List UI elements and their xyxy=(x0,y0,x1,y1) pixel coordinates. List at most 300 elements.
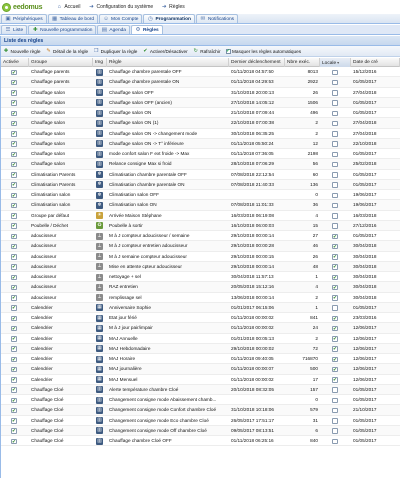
programming-icon: ◷ xyxy=(148,16,153,22)
last-trigger-cell: 28/10/2018 07:06:29 xyxy=(231,161,275,167)
table-row[interactable] xyxy=(1,180,400,190)
group-cell: Calendrier xyxy=(31,325,53,331)
heating-icon: ▥ xyxy=(97,406,102,413)
active-checkbox[interactable] xyxy=(11,398,17,404)
active-checkbox[interactable] xyxy=(11,377,17,383)
nb-exec-cell: 8013 xyxy=(307,69,318,74)
active-checkbox[interactable] xyxy=(11,387,17,393)
created-date-cell: 30/04/2018 xyxy=(353,294,377,300)
table-row[interactable] xyxy=(1,426,400,436)
heating-icon: ▥ xyxy=(97,130,102,136)
local-checkbox[interactable] xyxy=(332,367,338,373)
active-checkbox[interactable] xyxy=(11,121,17,127)
nb-exec-cell: 716870 xyxy=(302,356,318,361)
img-cell xyxy=(93,293,107,303)
created-date-cell: 01/05/2017 xyxy=(353,79,377,85)
img-cell xyxy=(93,416,107,426)
rule-name-cell: Climatisation salon ON xyxy=(109,202,157,208)
rule-name-cell: Alerte température chambre Cloé xyxy=(109,386,179,392)
table-row[interactable] xyxy=(1,252,400,262)
last-trigger-cell: 01/11/2018 04:57:50 xyxy=(231,69,274,74)
heating-icon: ▥ xyxy=(97,396,102,403)
active-cell xyxy=(1,385,29,395)
active-checkbox[interactable] xyxy=(11,295,17,301)
active-cell xyxy=(1,77,29,87)
local-checkbox[interactable] xyxy=(332,152,338,158)
active-cell xyxy=(1,139,29,149)
local-checkbox[interactable] xyxy=(332,80,338,86)
nb-exec-cell: 15 xyxy=(312,222,318,228)
created-date-cell: 01/05/2017 xyxy=(353,386,377,392)
active-checkbox[interactable] xyxy=(11,70,17,76)
active-checkbox[interactable] xyxy=(11,172,17,178)
nb-exec-cell: 46 xyxy=(312,243,318,249)
group-cell: Calendrier xyxy=(31,366,53,372)
sort-dropdown-icon[interactable]: ▾ xyxy=(337,60,340,65)
local-checkbox[interactable] xyxy=(332,357,338,363)
group-cell: Calendrier xyxy=(31,335,53,341)
heating-icon: ▥ xyxy=(97,119,102,126)
rule-name-cell: MAJ Annuelle xyxy=(109,335,138,341)
active-checkbox[interactable] xyxy=(11,367,17,373)
refresh-button[interactable] xyxy=(192,48,222,54)
table-row[interactable] xyxy=(1,149,400,159)
local-cell xyxy=(320,313,351,323)
logo[interactable] xyxy=(2,3,42,12)
softener-icon: ⟂ xyxy=(97,294,102,300)
created-date-cell: 30/04/2018 xyxy=(353,263,377,269)
active-cell xyxy=(1,190,29,200)
table-row[interactable] xyxy=(1,405,400,415)
toggle-rule-button[interactable] xyxy=(141,48,188,54)
local-cell xyxy=(320,231,351,241)
subtab-regles[interactable] xyxy=(131,25,163,34)
group-cell: Groupe par défaut xyxy=(31,212,70,218)
local-checkbox[interactable] xyxy=(332,254,338,260)
rule-name-cell: Chauffage salon ON -> changement mode xyxy=(109,130,198,136)
img-cell xyxy=(93,344,107,354)
last-trigger-cell: 01/11/2018 04:29:53 xyxy=(231,79,274,85)
heating-icon: ▥ xyxy=(97,99,102,106)
local-checkbox[interactable] xyxy=(332,111,338,117)
active-checkbox[interactable] xyxy=(11,357,17,363)
local-checkbox[interactable] xyxy=(332,70,338,76)
account-icon: ☺ xyxy=(103,16,109,22)
active-cell xyxy=(1,354,29,364)
group-cell: Chauffage salon xyxy=(31,99,66,105)
table-row[interactable] xyxy=(1,375,400,385)
local-checkbox[interactable] xyxy=(332,346,338,352)
active-cell xyxy=(1,159,29,169)
table-row[interactable] xyxy=(1,159,400,169)
created-date-cell: 01/05/2017 xyxy=(353,110,377,115)
table-row[interactable] xyxy=(1,282,400,292)
table-row[interactable] xyxy=(1,231,400,241)
active-checkbox[interactable] xyxy=(11,254,17,260)
created-date-cell: 01/05/2017 xyxy=(353,427,377,433)
climate-icon: ❄ xyxy=(97,191,102,198)
local-cell xyxy=(320,416,351,426)
created-date-cell: 30/04/2018 xyxy=(353,274,377,279)
table-row[interactable] xyxy=(1,354,400,364)
hide-auto-rules-checkbox[interactable] xyxy=(225,49,303,54)
table-row[interactable] xyxy=(1,293,400,303)
active-cell xyxy=(1,282,29,292)
table-row[interactable] xyxy=(1,416,400,426)
last-trigger-cell: 27/10/2018 14:05:12 xyxy=(231,99,275,105)
last-trigger-cell: 20/05/2018 15:12:16 xyxy=(231,284,275,290)
local-checkbox[interactable] xyxy=(332,223,338,229)
grid-header xyxy=(1,58,400,67)
table-row[interactable] xyxy=(1,200,400,210)
group-cell: Climatisation salon xyxy=(31,192,71,197)
tab-label: Programmation xyxy=(155,16,191,22)
heating-icon: ▥ xyxy=(97,160,102,167)
img-cell xyxy=(93,190,107,200)
local-checkbox[interactable] xyxy=(332,377,338,383)
table-row[interactable] xyxy=(1,88,400,98)
col-header-group[interactable]: Groupe xyxy=(29,58,93,67)
local-checkbox[interactable] xyxy=(332,408,338,414)
active-checkbox[interactable] xyxy=(11,193,17,199)
tab-programmation[interactable] xyxy=(143,14,194,23)
tab-mon-compte[interactable] xyxy=(99,14,142,23)
local-checkbox[interactable] xyxy=(332,398,338,404)
created-date-cell: 01/05/2017 xyxy=(353,151,377,156)
softener-icon: ⟂ xyxy=(97,242,102,249)
local-checkbox[interactable] xyxy=(332,305,338,311)
local-checkbox[interactable] xyxy=(332,439,338,445)
last-trigger-cell: 07/08/2018 11:01:33 xyxy=(231,202,274,208)
table-row[interactable] xyxy=(1,108,400,118)
active-checkbox[interactable] xyxy=(11,80,17,86)
nb-exec-cell: 27 xyxy=(312,233,318,238)
active-checkbox[interactable] xyxy=(11,100,17,106)
img-cell xyxy=(93,395,107,405)
duplicate-rule-label: Dupliquer la règle xyxy=(100,48,138,54)
sub-tab-bar xyxy=(0,25,400,35)
table-row[interactable] xyxy=(1,67,400,77)
local-cell xyxy=(320,221,351,231)
group-cell: Calendrier xyxy=(31,345,53,351)
local-checkbox[interactable] xyxy=(332,316,338,322)
col-header-rule[interactable]: Règle xyxy=(107,58,229,67)
active-checkbox[interactable] xyxy=(11,182,17,188)
active-checkbox[interactable] xyxy=(11,223,17,229)
local-cell xyxy=(320,395,351,405)
local-checkbox[interactable] xyxy=(332,141,338,147)
subtab-liste[interactable] xyxy=(1,25,27,34)
active-checkbox[interactable] xyxy=(11,336,17,342)
local-cell xyxy=(320,344,351,354)
heating-icon: ▥ xyxy=(97,89,102,95)
nb-exec-cell: 840 xyxy=(310,438,318,443)
active-checkbox[interactable] xyxy=(11,439,17,445)
local-checkbox[interactable] xyxy=(332,131,338,137)
rule-name-cell: Chauffage salon OFF xyxy=(109,89,154,95)
col-header-last-trigger[interactable]: Dernier déclenchement xyxy=(229,58,285,67)
toggle-rule-label: Activer/Désactiver xyxy=(149,48,188,54)
local-cell xyxy=(320,98,351,108)
subtab-label: Liste xyxy=(13,27,24,33)
local-checkbox[interactable] xyxy=(332,244,338,250)
local-checkbox[interactable] xyxy=(332,428,338,434)
col-header-created[interactable]: Date de cré xyxy=(351,58,400,67)
rule-name-cell: MAJ Hebdomadaire xyxy=(109,345,151,351)
last-trigger-cell: 21/10/2018 07:09:44 xyxy=(231,110,275,115)
rule-name-cell: Changement consigne mode Abaissement chamb... xyxy=(109,397,217,402)
table-row[interactable] xyxy=(1,170,400,180)
active-checkbox[interactable] xyxy=(11,131,17,137)
table-row[interactable] xyxy=(1,139,400,149)
table-row[interactable] xyxy=(1,385,400,395)
last-trigger-cell xyxy=(229,395,285,405)
local-checkbox[interactable] xyxy=(332,326,338,332)
table-row[interactable] xyxy=(1,436,400,446)
nb-exec-cell: 48 xyxy=(312,263,318,269)
last-trigger-cell: 01/11/2018 05:50:24 xyxy=(231,140,274,146)
img-cell xyxy=(93,231,107,241)
active-cell xyxy=(1,364,29,374)
heating-icon: ▥ xyxy=(97,78,102,85)
heating-icon: ▥ xyxy=(97,68,102,75)
table-row[interactable] xyxy=(1,241,400,251)
group-cell: adoucisseur xyxy=(31,253,57,259)
rule-detail-label: Détail de la règle xyxy=(52,48,89,54)
img-cell xyxy=(93,426,107,436)
local-checkbox[interactable] xyxy=(332,387,338,393)
arrow-icon: ➜ xyxy=(161,4,167,10)
nav-system-config[interactable] xyxy=(88,4,153,10)
local-cell xyxy=(320,334,351,344)
local-checkbox[interactable] xyxy=(332,264,338,270)
img-cell xyxy=(93,241,107,251)
table-row[interactable] xyxy=(1,364,400,374)
table-row[interactable] xyxy=(1,98,400,108)
active-checkbox[interactable] xyxy=(11,152,17,158)
last-trigger-cell: 26/05/2017 17:51:17 xyxy=(231,417,275,423)
group-cell: Chauffage salon xyxy=(31,151,66,156)
duplicate-rule-button[interactable] xyxy=(92,48,138,54)
table-row[interactable] xyxy=(1,313,400,323)
nb-exec-cell: 17 xyxy=(312,376,318,382)
new-rule-label: Nouvelle règle xyxy=(10,48,41,54)
rule-name-cell: Chauffage salon ON xyxy=(109,110,152,115)
local-checkbox[interactable] xyxy=(332,213,338,219)
active-checkbox[interactable] xyxy=(11,275,17,281)
active-checkbox[interactable] xyxy=(11,203,17,209)
hide-auto-label: Masquer les règles automatiques xyxy=(232,48,302,54)
rule-name-cell: M à J jour pair/impair xyxy=(109,325,153,331)
local-checkbox[interactable] xyxy=(332,418,338,424)
active-cell xyxy=(1,200,29,210)
group-cell: Chauffage salon xyxy=(31,89,66,95)
local-cell xyxy=(320,293,351,303)
table-row[interactable] xyxy=(1,395,400,405)
col-header-active[interactable]: Activée xyxy=(1,58,29,67)
softener-icon: ⟂ xyxy=(97,253,102,259)
tab-notifications[interactable] xyxy=(196,14,238,23)
local-cell xyxy=(320,108,351,118)
table-row[interactable] xyxy=(1,334,400,344)
active-checkbox[interactable] xyxy=(11,264,17,270)
active-cell xyxy=(1,395,29,405)
active-cell xyxy=(1,334,29,344)
created-date-cell: 12/06/2017 xyxy=(353,376,377,382)
table-row[interactable] xyxy=(1,323,400,333)
subtab-agenda[interactable] xyxy=(97,25,130,34)
created-date-cell: 16/03/2018 xyxy=(353,212,377,218)
local-cell xyxy=(320,436,351,446)
last-trigger-cell: 01/11/2018 00:00:07 xyxy=(231,366,274,372)
rule-detail-button[interactable] xyxy=(44,48,89,54)
tab-tableau-de-bord[interactable] xyxy=(48,14,98,23)
active-cell xyxy=(1,241,29,251)
created-date-cell: 15/12/2016 xyxy=(353,69,377,74)
img-cell xyxy=(93,180,107,190)
local-checkbox[interactable] xyxy=(332,100,338,106)
group-cell: adoucisseur xyxy=(31,284,57,290)
rule-name-cell: M à J compteur entretien adoucisseur xyxy=(109,243,188,249)
local-cell xyxy=(320,354,351,364)
active-checkbox[interactable] xyxy=(11,234,17,240)
local-checkbox[interactable] xyxy=(332,172,338,178)
local-cell xyxy=(320,405,351,415)
local-cell xyxy=(320,190,351,200)
local-cell xyxy=(320,375,351,385)
active-cell xyxy=(1,436,29,446)
table-row[interactable] xyxy=(1,211,400,221)
subtab-label: Nouvelle programmation xyxy=(40,27,93,33)
active-cell xyxy=(1,118,29,128)
local-checkbox[interactable] xyxy=(332,162,338,168)
local-cell xyxy=(320,67,351,77)
active-cell xyxy=(1,303,29,313)
active-checkbox[interactable] xyxy=(11,316,17,322)
table-row[interactable] xyxy=(1,77,400,87)
table-row[interactable] xyxy=(1,344,400,354)
group-cell: Chauffage Cloé xyxy=(31,397,64,402)
local-cell xyxy=(320,262,351,272)
img-cell xyxy=(93,200,107,210)
active-cell xyxy=(1,88,29,98)
rule-name-cell: M à J compteur adoucisseur / semaine xyxy=(109,233,190,238)
hide-auto-checkbox-box[interactable]: ✔ xyxy=(226,48,230,53)
active-checkbox[interactable] xyxy=(11,111,17,117)
group-cell: Calendrier xyxy=(31,376,53,382)
logo-text: eedomus xyxy=(13,3,43,11)
subtab-nouvelle-programmation[interactable] xyxy=(28,25,96,34)
rule-name-cell: Poubelle à sortir xyxy=(109,222,143,228)
img-cell xyxy=(93,323,107,333)
local-checkbox[interactable] xyxy=(332,234,338,240)
local-checkbox[interactable] xyxy=(332,336,338,342)
active-checkbox[interactable] xyxy=(11,408,17,414)
nb-exec-cell: 500 xyxy=(310,366,318,372)
tab-peripheriques[interactable] xyxy=(1,14,47,23)
refresh-label: Rafraîchir xyxy=(200,48,221,54)
col-header-local[interactable] xyxy=(320,58,351,67)
rules-grid xyxy=(1,67,400,446)
rule-name-cell: remplissage sel xyxy=(109,294,142,300)
img-cell xyxy=(93,385,107,395)
softener-icon: ⟂ xyxy=(97,273,102,280)
created-date-cell: 27/12/2016 xyxy=(353,222,377,228)
table-row[interactable] xyxy=(1,272,400,282)
last-trigger-cell: 22/10/2018 07:00:38 xyxy=(231,120,275,126)
local-checkbox[interactable] xyxy=(332,182,338,188)
img-cell xyxy=(93,108,107,118)
local-checkbox[interactable] xyxy=(332,275,338,281)
local-checkbox[interactable] xyxy=(332,203,338,209)
nb-exec-cell: 2 xyxy=(315,335,318,341)
group-cell: Calendrier xyxy=(31,304,53,310)
img-cell xyxy=(93,149,107,159)
nb-exec-cell: 26 xyxy=(312,253,318,259)
img-cell xyxy=(93,334,107,344)
top-header xyxy=(0,0,400,14)
table-row[interactable] xyxy=(1,190,400,200)
table-row[interactable] xyxy=(1,129,400,139)
nb-exec-cell: 36 xyxy=(312,202,318,208)
last-trigger-cell xyxy=(229,190,285,200)
img-cell xyxy=(93,170,107,180)
created-date-cell: 01/05/2017 xyxy=(353,171,377,177)
active-cell xyxy=(1,98,29,108)
active-checkbox[interactable] xyxy=(11,90,17,96)
table-row[interactable] xyxy=(1,118,400,128)
nav-home[interactable] xyxy=(56,4,80,10)
table-row[interactable] xyxy=(1,262,400,272)
created-date-cell: 25/02/2018 xyxy=(353,161,377,167)
add-icon: ✚ xyxy=(32,27,38,33)
local-cell xyxy=(320,88,351,98)
active-checkbox[interactable] xyxy=(11,305,17,311)
local-checkbox[interactable] xyxy=(332,285,338,291)
active-checkbox[interactable] xyxy=(11,285,17,291)
heating-icon: ▥ xyxy=(97,150,102,157)
col-header-nb-exec[interactable]: Nbre exéc. xyxy=(285,58,320,67)
group-cell: Chauffage Cloé xyxy=(31,438,64,443)
active-checkbox[interactable] xyxy=(11,162,17,168)
table-row[interactable] xyxy=(1,221,400,231)
local-checkbox[interactable] xyxy=(332,90,338,96)
nb-exec-cell: 60 xyxy=(312,171,318,177)
created-date-cell: 23/03/2016 xyxy=(353,315,377,320)
group-cell: Chauffage salon xyxy=(31,110,66,115)
new-rule-button[interactable] xyxy=(2,48,41,54)
img-cell xyxy=(93,436,107,446)
local-checkbox[interactable] xyxy=(332,121,338,127)
list-icon: ☰ xyxy=(5,27,11,33)
nb-exec-cell: 157 xyxy=(310,386,318,392)
active-checkbox[interactable] xyxy=(11,244,17,250)
table-row[interactable] xyxy=(1,303,400,313)
col-header-img[interactable]: Img xyxy=(93,58,107,67)
active-checkbox[interactable] xyxy=(11,418,17,424)
nav-rules[interactable] xyxy=(161,4,185,10)
active-checkbox[interactable] xyxy=(11,428,17,434)
active-cell xyxy=(1,170,29,180)
rule-name-cell: Chauffage salon OFF (ancien) xyxy=(109,99,172,105)
active-checkbox[interactable] xyxy=(11,346,17,352)
active-checkbox[interactable] xyxy=(11,326,17,332)
rule-name-cell: Mise en attente cpteur adoucisseur xyxy=(109,263,182,269)
active-checkbox[interactable] xyxy=(11,213,17,219)
active-checkbox[interactable] xyxy=(11,141,17,147)
local-checkbox[interactable] xyxy=(332,295,338,301)
local-checkbox[interactable] xyxy=(332,193,338,199)
